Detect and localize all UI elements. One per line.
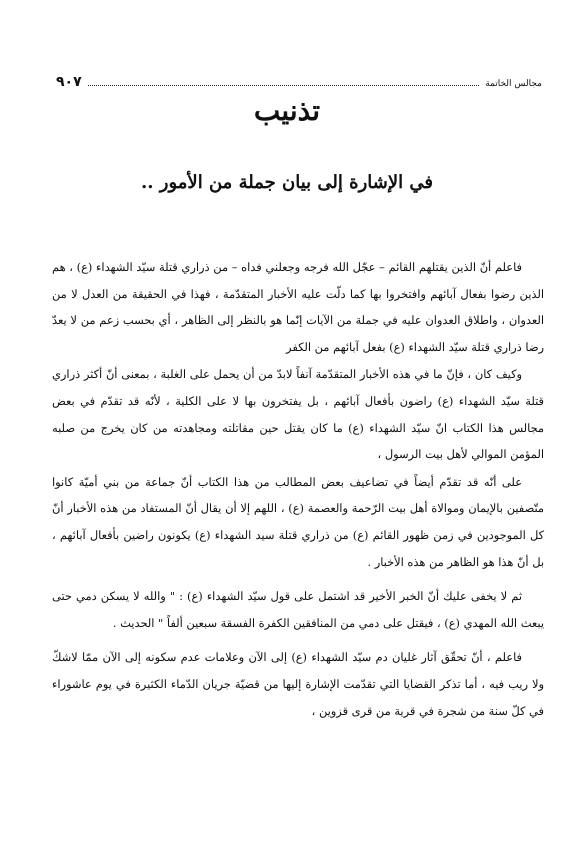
running-title: مجالس الخاتمة <box>485 79 542 89</box>
page-number: ٩٠٧ <box>56 74 82 90</box>
paragraph-4: ثم لا يخفى عليك أنّ الخبر الأخير قد اشتمل على قول سيّد الشهداء (ع) : " والله لا يسكن دمي حتى يبعث الله المهدي (ع) ، فيقتل على دمي من المنافقين الكفرة الفسقة سبعين ألفاً " الحديث . <box>52 589 544 630</box>
body-text <box>52 254 544 724</box>
header-dotted-leader <box>88 76 480 86</box>
section-subtitle: في الإشارة إلى بيان جملة من الأمور .. <box>141 172 433 193</box>
chapter-title: تذنيب <box>253 94 321 127</box>
paragraph-5: فاعلم ، أنّ تحقّق آثار غليان دم سيّد الشهداء (ع) إلى الآن وعلامات عدم سكونه إلى الآن ممّا لاشكّ ولا ريب فيه ، أما تذكر القضايا التي تقدّمت الإشارة إليها من قضيّة جريان الدّماء الكثيرة في يوم عاشوراء في كلّ سنة من شجرة في قرية من قرى قزوين ، <box>52 650 544 718</box>
paragraph-3: على أنّه قد تقدّم أيضاً في تضاعيف بعض المطالب من هذا الكتاب أنّ جماعة من بني أميّة كانوا متّصفين بالإيمان وموالاة أهل بيت الرّحمة والعصمة (ع) ، اللهم إلا أن يقال أنّ المستفاد من هذه الأخبار أنّ كل الموجودين في زمن ظهور القائم (ع) من ذراري قتلة سيد الشهداء (ع) يكونون راضين بأفعال آبائهم ، بل أنّ هذا هو الظاهر من هذه الأخبار . <box>52 474 544 569</box>
paragraph-1: فاعلم أنّ الذين يقتلهم القائم – عجّل الله فرجه وجعلني فداه – من ذراري قتلة سيّد الشهداء (ع) ، هم الذين رضوا بفعال آبائهم وافتخروا بها كما دلّت عليه الأخبار المتقدّمة ، فهذا في الحقيقة من العدل لا من العدوان ، واطلاق العدوان عليه في جملة من الآيات إنّما هو بالنظر إلى الظاهر ، أي بحسب زعم من لا يعدّ رضا ذراري قتلة سيّد الشهداء (ع) بفعل آبائهم من الكفر <box>52 260 544 354</box>
paragraph-2: وكيف كان ، فإنّ ما في هذه الأخبار المتقدّمة آنفاً لابدّ من أن يحمل على الغلبة ، بمعنى أنّ أكثر ذراري قتلة سيّد الشهداء (ع) راضون بأفعال آبائهم ، بل يفتخرون بها لا على الكلية ، لأنّه قد تقدّم في بعض مجالس هذا الكتاب انّ سيّد الشهداء (ع) ما كان يقتل حين مقاتلته ومجاهدته من كان يخرج من صلبه المؤمن الموالي لأهل بيت الرسول ، <box>52 367 544 462</box>
running-header <box>56 74 542 92</box>
